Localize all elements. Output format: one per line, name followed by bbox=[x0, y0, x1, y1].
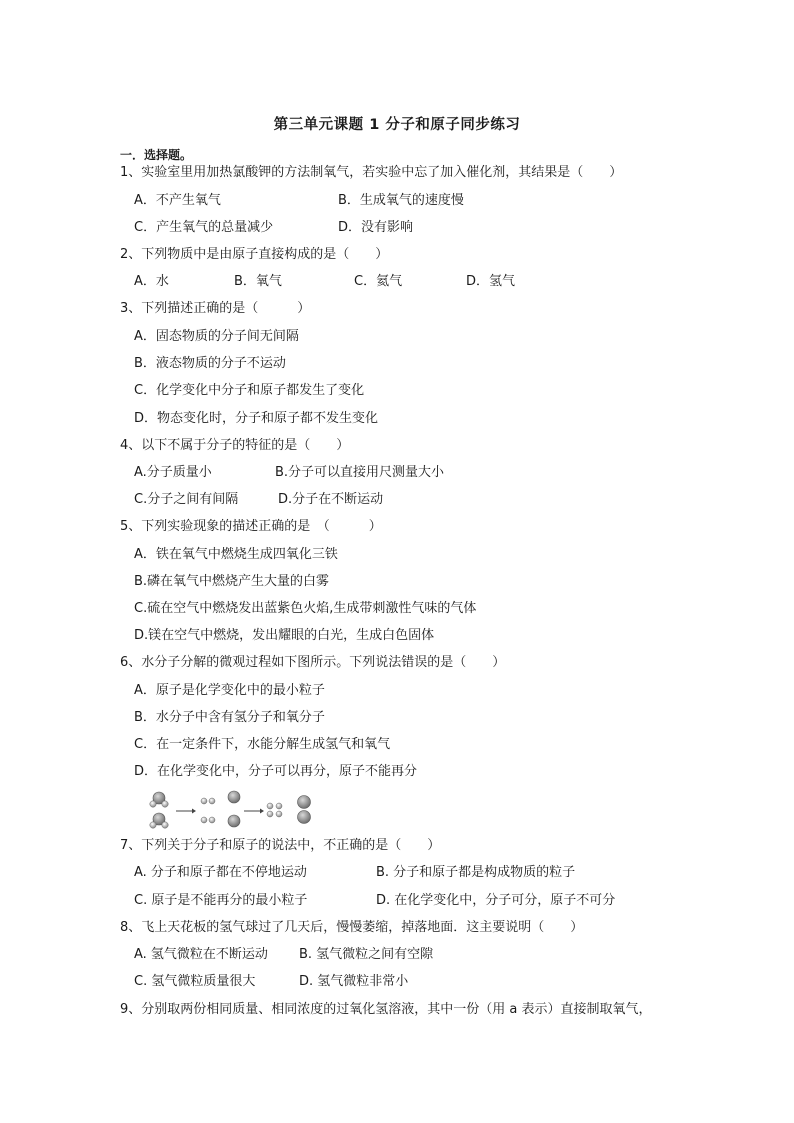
question-1-option-a[interactable]: A．不产生氧气 bbox=[134, 193, 221, 208]
question-4-option-a[interactable]: A.分子质量小 bbox=[134, 465, 212, 480]
question-6-stem: 6、水分子分解的微观过程如下图所示。下列说法错误的是（ ） bbox=[120, 655, 506, 670]
question-5-stem: 5、下列实验现象的描述正确的是 （ ） bbox=[120, 519, 382, 534]
question-2-option-b[interactable]: B．氧气 bbox=[234, 274, 282, 289]
question-5-option-a[interactable]: A．铁在氧气中燃烧生成四氧化三铁 bbox=[134, 547, 338, 562]
hydrogen-molecules bbox=[267, 803, 282, 817]
question-1-stem: 1、实验室里用加热氯酸钾的方法制氧气，若实验中忘了加入催化剂，其结果是（ ） bbox=[120, 165, 623, 180]
question-5-option-d[interactable]: D.镁在空气中燃烧，发出耀眼的白光，生成白色固体 bbox=[134, 628, 435, 643]
oxygen-atoms bbox=[228, 791, 240, 827]
question-8-option-a[interactable]: A. 氢气微粒在不断运动 bbox=[134, 947, 268, 962]
question-1-option-c[interactable]: C．产生氧气的总量减少 bbox=[134, 220, 274, 235]
question-6-option-c[interactable]: C．在一定条件下，水能分解生成氢气和氧气 bbox=[134, 737, 391, 752]
question-3-option-b[interactable]: B．液态物质的分子不运动 bbox=[134, 356, 286, 371]
question-4-option-b[interactable]: B.分子可以直接用尺测量大小 bbox=[275, 465, 445, 480]
question-6-option-b[interactable]: B．水分子中含有氢分子和氧分子 bbox=[134, 710, 325, 725]
water-molecule-1 bbox=[150, 792, 168, 807]
page-title: 第三单元课题 1 分子和原子同步练习 bbox=[273, 117, 521, 133]
question-4-stem: 4、以下不属于分子的特征的是（ ） bbox=[120, 438, 350, 453]
question-4-option-c[interactable]: C.分子之间有间隔 bbox=[134, 492, 239, 507]
question-5-option-b[interactable]: B.磷在氧气中燃烧产生大量的白雾 bbox=[134, 574, 330, 589]
question-7-option-a[interactable]: A. 分子和原子都在不停地运动 bbox=[134, 865, 307, 880]
question-3-option-d[interactable]: D．物态变化时，分子和原子都不发生变化 bbox=[134, 411, 379, 426]
question-8-option-d[interactable]: D. 氢气微粒非常小 bbox=[299, 974, 409, 989]
question-5-option-c[interactable]: C.硫在空气中燃烧发出蓝紫色火焰,生成带刺激性气味的气体 bbox=[134, 601, 477, 616]
question-4-option-d[interactable]: D.分子在不断运动 bbox=[278, 492, 384, 507]
question-7-stem: 7、下列关于分子和原子的说法中，不正确的是（ ） bbox=[120, 838, 441, 853]
oxygen-molecule bbox=[298, 796, 311, 824]
question-1-option-b[interactable]: B．生成氧气的速度慢 bbox=[338, 193, 464, 208]
question-8-stem: 8、飞上天花板的氢气球过了几天后，慢慢萎缩，掉落地面．这主要说明（ ） bbox=[120, 920, 584, 935]
arrow-1-icon bbox=[176, 809, 196, 814]
question-8-option-c[interactable]: C. 氢气微粒质量很大 bbox=[134, 974, 256, 989]
question-2-option-c[interactable]: C．氦气 bbox=[354, 274, 403, 289]
question-3-stem: 3、下列描述正确的是（ ） bbox=[120, 301, 311, 316]
question-6-option-d[interactable]: D．在化学变化中，分子可以再分，原子不能再分 bbox=[134, 764, 418, 779]
section-heading: 一．选择题。 bbox=[120, 148, 193, 162]
question-8-option-b[interactable]: B. 氢气微粒之间有空隙 bbox=[299, 947, 434, 962]
question-2-option-a[interactable]: A．水 bbox=[134, 274, 169, 289]
question-2-option-d[interactable]: D．氢气 bbox=[466, 274, 516, 289]
question-1-option-d[interactable]: D．没有影响 bbox=[338, 220, 414, 235]
question-6-option-a[interactable]: A．原子是化学变化中的最小粒子 bbox=[134, 683, 325, 698]
water-decomposition-diagram bbox=[148, 789, 318, 831]
question-7-option-c[interactable]: C. 原子是不能再分的最小粒子 bbox=[134, 893, 308, 908]
question-7-option-d[interactable]: D. 在化学变化中，分子可分，原子不可分 bbox=[376, 893, 616, 908]
water-molecule-2 bbox=[150, 813, 168, 828]
arrow-2-icon bbox=[244, 809, 264, 814]
question-2-stem: 2、下列物质中是由原子直接构成的是（ ） bbox=[120, 247, 389, 262]
question-7-option-b[interactable]: B. 分子和原子都是构成物质的粒子 bbox=[376, 865, 576, 880]
question-3-option-a[interactable]: A．固态物质的分子间无间隔 bbox=[134, 329, 299, 344]
question-9-stem: 9、分别取两份相同质量、相同浓度的过氧化氢溶液，其中一份（用 a 表示）直接制取氧气， bbox=[120, 1002, 652, 1017]
hydrogen-atoms bbox=[201, 798, 215, 823]
question-3-option-c[interactable]: C．化学变化中分子和原子都发生了变化 bbox=[134, 383, 365, 398]
